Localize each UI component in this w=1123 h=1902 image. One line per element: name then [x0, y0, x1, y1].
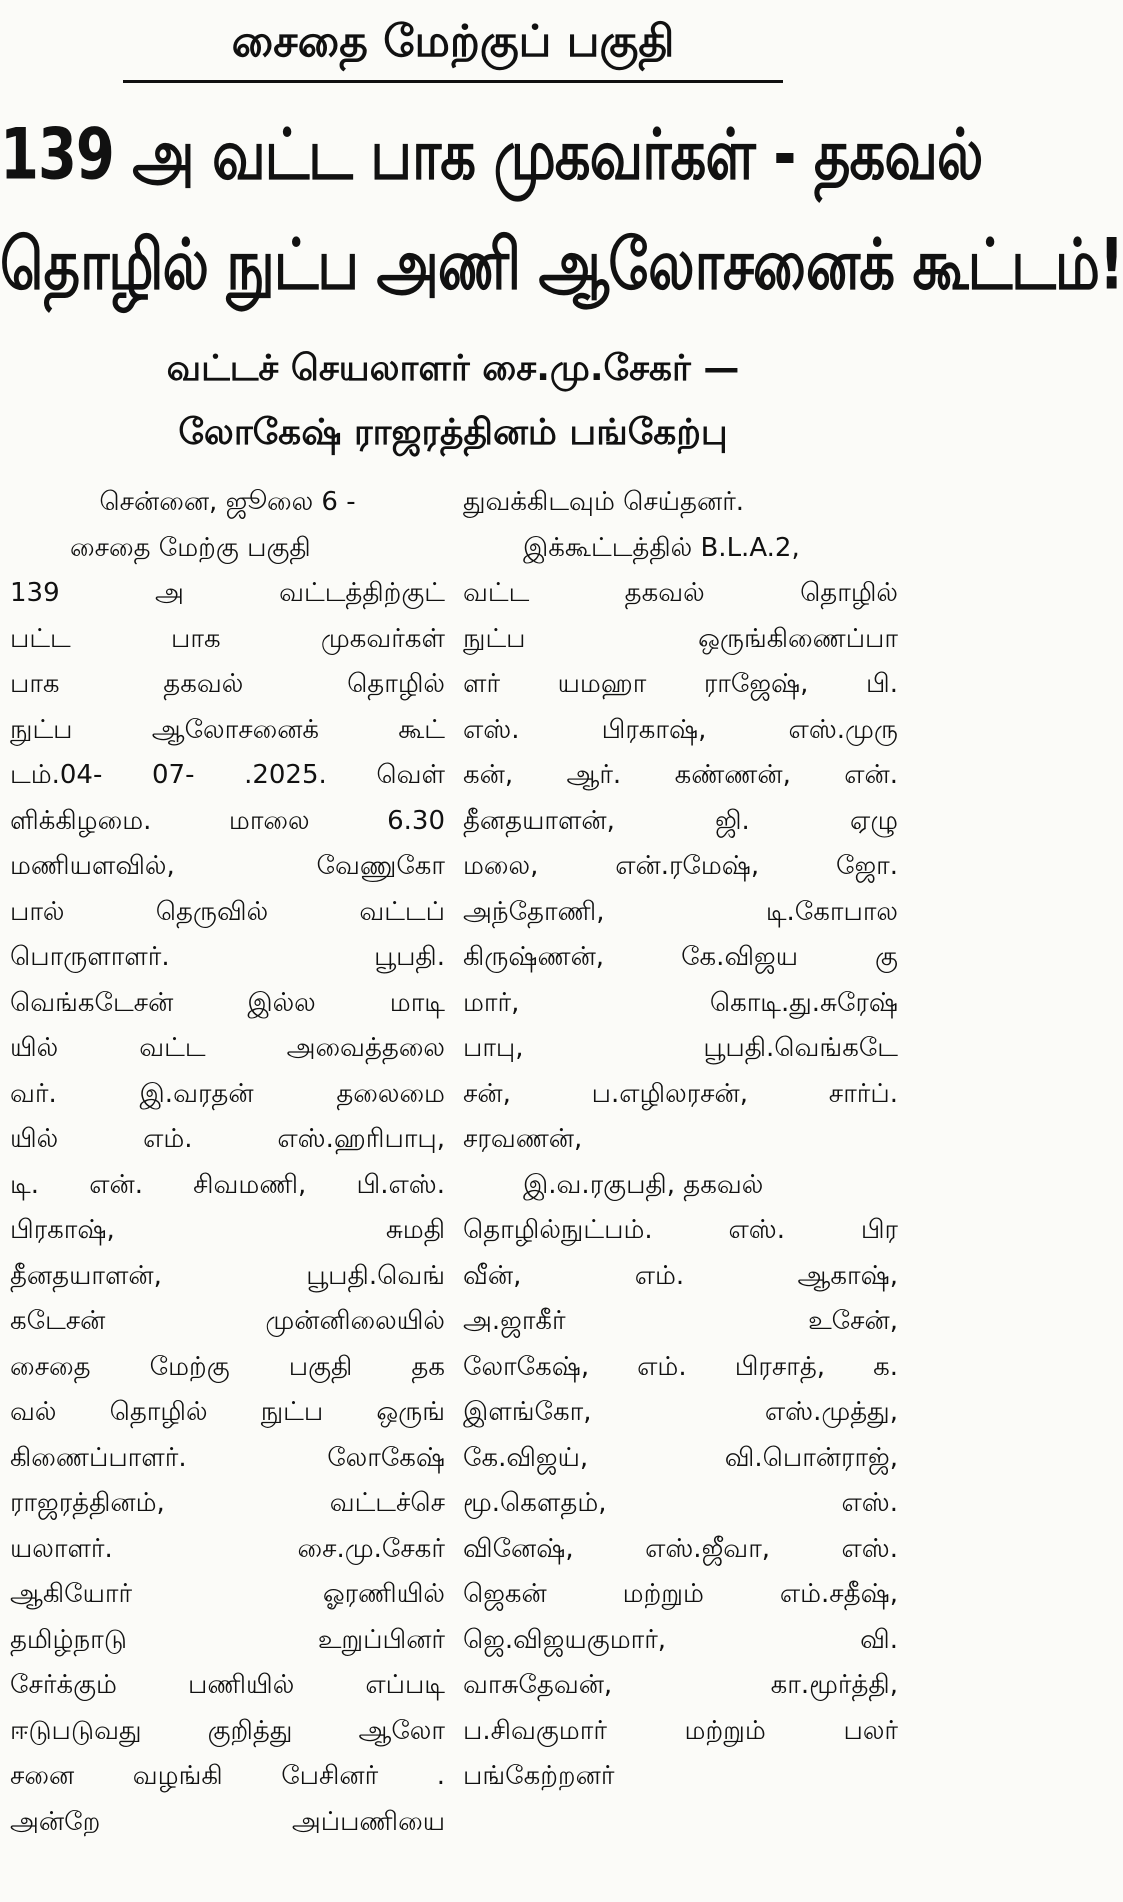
article-line: தொழில்நுட்பம். எஸ். பிர [463, 1215, 898, 1245]
headline [0, 101, 1123, 321]
article-line: ஜெகன் மற்றும் எம்.சதீஷ், [463, 1579, 898, 1609]
article-line: எஸ். பிரகாஷ், எஸ்.முரு [463, 714, 898, 745]
article-line: ப.சிவகுமார் மற்றும் பலர் [463, 1715, 898, 1746]
article-line: அன்றே அப்பணியை [10, 1806, 445, 1837]
article-line: வெங்கடேசன் இல்ல மாடி [10, 987, 445, 1018]
article-line: நுட்ப ஆலோசனைக் கூட் [10, 714, 445, 745]
article-line: டி. என். சிவமணி, பி.எஸ். [10, 1169, 445, 1200]
article-line: சைதை மேற்கு பகுதி தக [10, 1351, 445, 1382]
article-line: சென்னை, ஜூலை 6 - [99, 487, 356, 517]
article-line: துவக்கிடவும் செய்தனர். [463, 487, 745, 517]
article-line: சரவணன், [463, 1124, 583, 1154]
subheadline [0, 337, 906, 465]
article-line: மூ.கௌதம், எஸ். [463, 1488, 898, 1518]
article-line: ஈடுபடுவது குறித்து ஆலோ [10, 1715, 445, 1746]
article-line: பாபு, பூபதி.வெங்கடே [463, 1033, 898, 1063]
article-column-right [453, 480, 906, 1845]
article-line: கிணைப்பாளர். லோகேஷ் [10, 1442, 445, 1473]
article-line: 139 அ வட்டத்திற்குட் [10, 578, 445, 608]
article-line: இளங்கோ, எஸ்.முத்து, [463, 1397, 898, 1427]
article-line: கிருஷ்ணன், கே.விஜய கு [463, 942, 898, 972]
headline-line-1: 139 அ வட்ட பாக முகவர்கள் - தகவல் [0, 114, 983, 196]
article-line: பிரகாஷ், சுமதி [10, 1215, 445, 1245]
subheadline-line-1: வட்டச் செயலாளர் சை.மு.சேகர் — [166, 348, 740, 389]
article-line: இ.வ.ரகுபதி, தகவல் [523, 1169, 764, 1200]
article-line: தீனதயாளன், ஜி. ஏழு [463, 805, 898, 836]
article-line: வினேஷ், எஸ்.ஜீவா, எஸ். [463, 1533, 898, 1564]
article-line: வர். இ.வரதன் தலைமை [10, 1078, 445, 1109]
divider-rule [123, 80, 783, 83]
article-line: பட்ட பாக முகவர்கள் [10, 623, 445, 654]
article-line: மணியளவில், வேணுகோ [10, 851, 445, 881]
article-line: அ.ஜாகீர் உசேன், [463, 1306, 898, 1336]
article-line: வாசுதேவன், கா.மூர்த்தி, [463, 1670, 898, 1700]
headline-line-2: தொழில் நுட்ப அணி ஆலோசனைக் கூட்டம்! [0, 224, 1123, 306]
article-line: ளிக்கிழமை. மாலை 6.30 [10, 805, 445, 836]
article-line: கன், ஆர். கண்ணன், என். [463, 760, 898, 790]
article-line: கே.விஜய், வி.பொன்ராஜ், [463, 1442, 898, 1473]
article-body [0, 480, 906, 1845]
article-line: கடேசன் முன்னிலையில் [10, 1306, 445, 1336]
article-line: ஆகியோர் ஓரணியில் [10, 1579, 445, 1609]
article-column-left [0, 480, 453, 1845]
article-line: ஜெ.விஜயகுமார், வி. [463, 1624, 898, 1655]
article-line: ளர் யமஹா ராஜேஷ், பி. [463, 669, 898, 699]
article-line: பாக தகவல் தொழில் [10, 669, 445, 699]
article-line: டம்.04- 07- .2025. வெள் [10, 760, 445, 790]
article-line: பால் தெருவில் வட்டப் [10, 896, 445, 927]
section-label: சைதை மேற்குப் பகுதி [231, 16, 675, 67]
article-line: தீனதயாளன், பூபதி.வெங் [10, 1260, 445, 1291]
article-line: சன், ப.எழிலரசன், சார்ப். [463, 1078, 898, 1109]
article-line: தமிழ்நாடு உறுப்பினர் [10, 1624, 445, 1655]
article-line: இக்கூட்டத்தில் B.L.A.2, [523, 532, 800, 563]
article-line: வட்ட தகவல் தொழில் [463, 578, 898, 608]
article-line: அந்தோணி, டி.கோபால [463, 896, 898, 927]
article-line: பொருளாளர். பூபதி. [10, 942, 445, 972]
article-line: மார், கொடி.து.சுரேஷ் [463, 987, 898, 1018]
article-line: லோகேஷ், எம். பிரசாத், க. [463, 1351, 898, 1382]
article-line: யலாளர். சை.மு.சேகர் [10, 1533, 445, 1564]
article-line: நுட்ப ஒருங்கிணைப்பா [463, 623, 898, 654]
article-line: மலை, என்.ரமேஷ், ஜோ. [463, 851, 898, 881]
article-line: பங்கேற்றனர் [463, 1761, 615, 1791]
article-line: சேர்க்கும் பணியில் எப்படி [10, 1670, 445, 1700]
article-line: சைதை மேற்கு பகுதி [70, 532, 311, 563]
article-line: வீன், எம். ஆகாஷ், [463, 1260, 898, 1291]
article-line: சனை வழங்கி பேசினர் . [10, 1761, 445, 1791]
article-line: யில் வட்ட அவைத்தலை [10, 1033, 445, 1063]
article-line: வல் தொழில் நுட்ப ஒருங் [10, 1397, 445, 1427]
article-line: ராஜரத்தினம், வட்டச்செ [10, 1488, 445, 1518]
subheadline-line-2: லோகேஷ் ராஜரத்தினம் பங்கேற்பு [178, 412, 728, 453]
article-line: யில் எம். எஸ்.ஹரிபாபு, [10, 1124, 445, 1154]
